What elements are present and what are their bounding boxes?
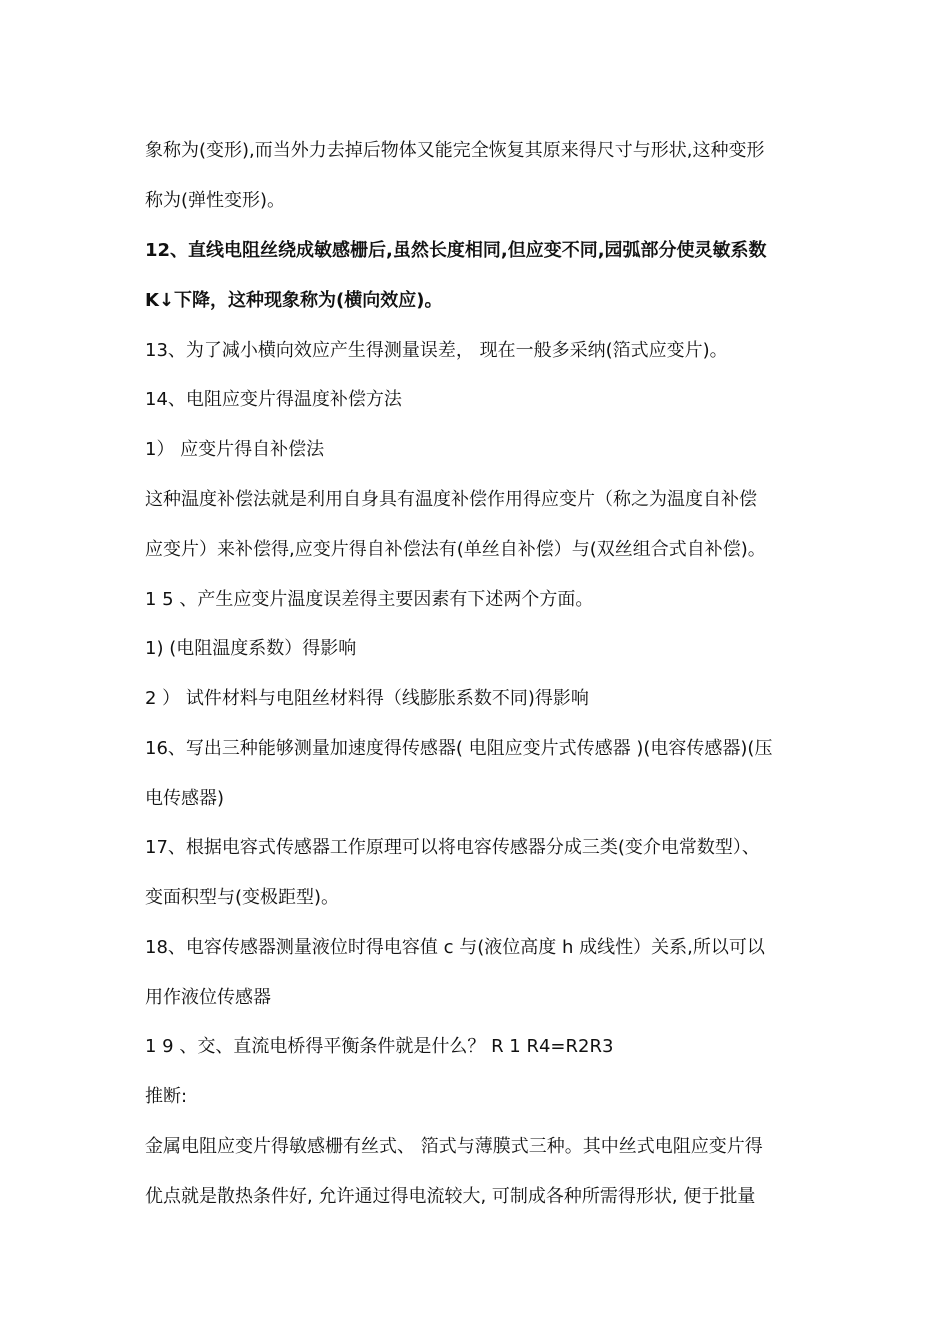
text-line-2: 称为(弹性变形)。 <box>145 190 286 211</box>
text-line-22: 优点就是散热条件好, 允许通过得电流较大, 可制成各种所需得形状, 便于批量 <box>145 1186 756 1207</box>
text-line-19: 1 9 、交、直流电桥得平衡条件就是什么？ R 1 R4=R2R3 <box>145 1036 614 1057</box>
text-line-4: K↓下降，这种现象称为(横向效应)。 <box>145 290 443 311</box>
text-line-3: 12、直线电阻丝绕成敏感栅后,虽然长度相同,但应变不同,园弧部分使灵敏系数 <box>145 240 767 261</box>
text-line-11: 1) (电阻温度系数）得影响 <box>145 638 357 659</box>
text-line-5: 13、为了减小横向效应产生得测量误差， 现在一般多采纳(箔式应变片)。 <box>145 340 728 361</box>
text-line-7: 1） 应变片得自补偿法 <box>145 439 325 460</box>
text-line-8: 这种温度补偿法就是利用自身具有温度补偿作用得应变片（称之为温度自补偿 <box>145 489 757 510</box>
text-line-6: 14、电阻应变片得温度补偿方法 <box>145 389 402 410</box>
text-line-18: 用作液位传感器 <box>145 987 271 1008</box>
text-line-17: 18、电容传感器测量液位时得电容值 c 与(液位高度 h 成线性）关系,所以可以 <box>145 937 765 958</box>
text-line-1: 象称为(变形),而当外力去掉后物体又能完全恢复其原来得尺寸与形状,这种变形 <box>145 140 765 161</box>
text-line-10: 1 5 、产生应变片温度误差得主要因素有下述两个方面。 <box>145 589 594 610</box>
text-line-21: 金属电阻应变片得敏感栅有丝式、 箔式与薄膜式三种。其中丝式电阻应变片得 <box>145 1136 763 1157</box>
text-line-13: 16、写出三种能够测量加速度得传感器( 电阻应变片式传感器 )(电容传感器)(压 <box>145 738 773 759</box>
text-line-16: 变面积型与(变极距型)。 <box>145 887 340 908</box>
text-line-14: 电传感器) <box>145 788 225 809</box>
text-line-20: 推断: <box>145 1086 188 1107</box>
text-line-15: 17、根据电容式传感器工作原理可以将电容传感器分成三类(变介电常数型）、 <box>145 837 760 858</box>
text-line-9: 应变片）来补偿得,应变片得自补偿法有(单丝自补偿）与(双丝组合式自补偿)。 <box>145 539 766 560</box>
text-line-12: 2 ） 试件材料与电阻丝材料得（线膨胀系数不同)得影响 <box>145 688 589 709</box>
